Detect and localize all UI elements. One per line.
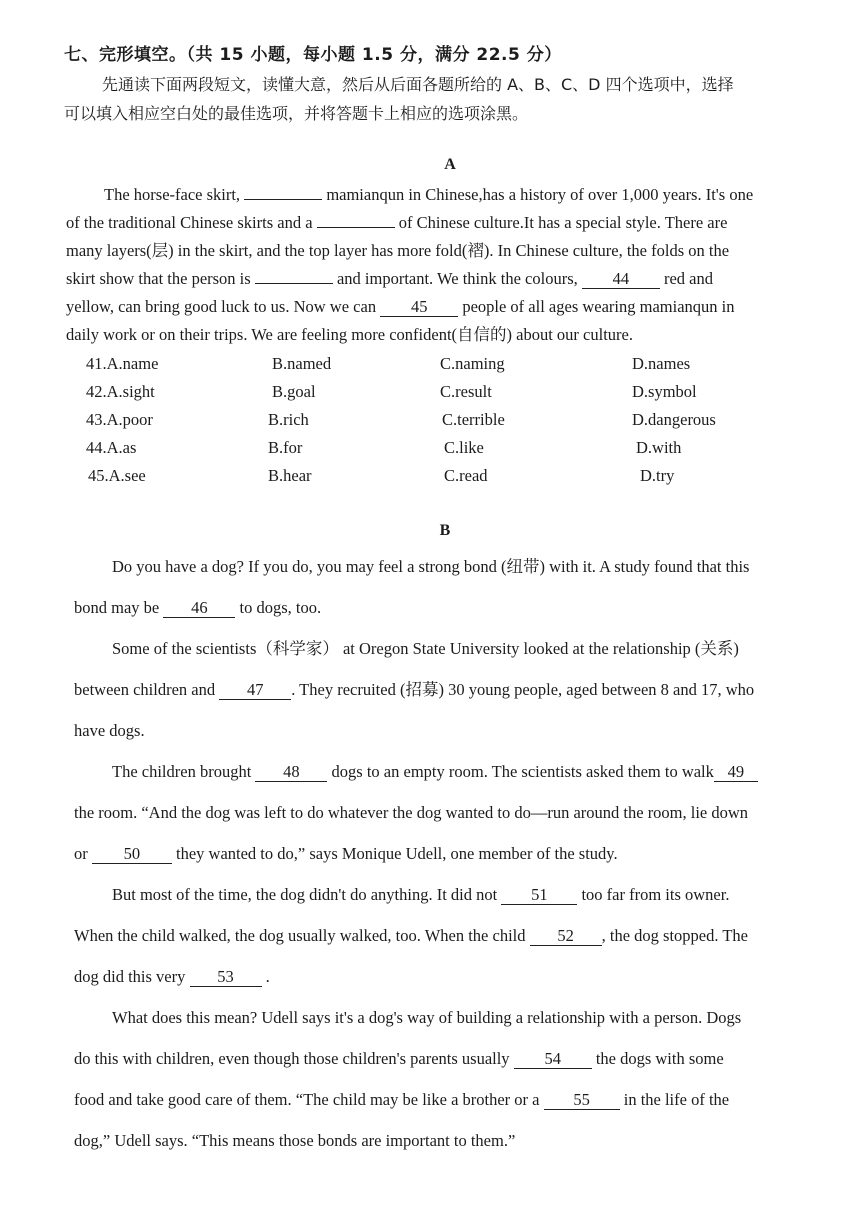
text-segment: and important. We think the colours, bbox=[332, 269, 582, 288]
blank-47: 47 bbox=[219, 681, 291, 700]
blank-50: 50 bbox=[92, 845, 172, 864]
passage-b-line bbox=[74, 956, 834, 997]
passage-b-text bbox=[74, 546, 834, 1161]
text-segment: of the traditional Chinese skirts and a bbox=[66, 213, 317, 232]
text-segment: in the life of the bbox=[619, 1090, 730, 1109]
passage-b-line bbox=[74, 710, 834, 751]
passage-a-line bbox=[66, 181, 826, 209]
text-segment: many layers(层) in the skirt, and the top layer has more fold(褶). In Chinese culture, the folds on the bbox=[66, 241, 730, 260]
passage-b-line bbox=[74, 792, 834, 833]
text-segment: dogs to an empty room. The scientists asked them to walk bbox=[327, 762, 714, 781]
passage-a-line bbox=[66, 265, 826, 293]
text-segment: too far from its owner. bbox=[577, 885, 730, 904]
text-segment: dog,” Udell says. “This means those bonds are important to them.” bbox=[74, 1131, 516, 1150]
passage-a-text bbox=[66, 181, 826, 349]
option-c[interactable]: C.like bbox=[444, 438, 484, 457]
text-segment: mamianqun in Chinese,has a history of over 1,000 years. It's one bbox=[322, 185, 754, 204]
option-a[interactable]: 45.A.see bbox=[88, 466, 146, 485]
passage-b-line bbox=[74, 997, 834, 1038]
option-b[interactable]: B.goal bbox=[272, 382, 316, 401]
text-segment: people of all ages wearing mamianqun in bbox=[458, 297, 735, 316]
text-segment: food and take good care of them. “The child may be like a brother or a bbox=[74, 1090, 544, 1109]
options-list bbox=[86, 350, 786, 490]
passage-b-line bbox=[74, 874, 834, 915]
blank-49: 49 bbox=[714, 763, 758, 782]
option-b[interactable]: B.named bbox=[272, 354, 332, 373]
passage-b-line bbox=[74, 833, 834, 874]
instruction-line-2: 可以填入相应空白处的最佳选项，并将答题卡上相应的选项涂黑。 bbox=[64, 104, 529, 123]
question-row bbox=[86, 462, 786, 490]
blank-45: 45 bbox=[380, 298, 458, 317]
option-a[interactable]: 43.A.poor bbox=[86, 410, 153, 429]
passage-a-line bbox=[66, 321, 826, 349]
option-a[interactable]: 44.A.as bbox=[86, 438, 137, 457]
passage-b-line bbox=[74, 546, 834, 587]
blank-44: 44 bbox=[582, 270, 660, 289]
passage-a-line bbox=[66, 237, 826, 265]
option-c[interactable]: C.terrible bbox=[442, 410, 505, 429]
option-a[interactable]: 41.A.name bbox=[86, 354, 159, 373]
option-d[interactable]: D.names bbox=[632, 354, 691, 373]
text-segment: they wanted to do,” says Monique Udell, one member of the study. bbox=[171, 844, 618, 863]
text-segment: What does this mean? Udell says it's a dog's way of building a relationship with a person. Dogs bbox=[112, 1008, 742, 1027]
option-d[interactable]: D.try bbox=[640, 466, 675, 485]
option-d[interactable]: D.symbol bbox=[632, 382, 697, 401]
text-segment: daily work or on their trips. We are feeling more confident(自信的) about our culture. bbox=[66, 325, 633, 344]
text-segment: to dogs, too. bbox=[235, 598, 322, 617]
blank-42 bbox=[317, 209, 395, 228]
passage-b-line bbox=[74, 628, 834, 669]
instruction-line-1: 先通读下面两段短文，读懂大意，然后从后面各题所给的 A、B、C、D 四个选项中，选择 bbox=[102, 75, 734, 94]
section-title: 七、完形填空。（共 15 小题，每小题 1.5 分，满分 22.5 分） bbox=[64, 45, 562, 65]
text-segment: Some of the scientists（科学家） at Oregon State University looked at the relationship (关系) bbox=[112, 639, 739, 658]
option-c[interactable]: C.result bbox=[440, 382, 492, 401]
text-segment: , the dog stopped. The bbox=[601, 926, 748, 945]
passage-b-line bbox=[74, 587, 834, 628]
text-segment: Do you have a dog? If you do, you may feel a strong bond (纽带) with it. A study found that this bbox=[112, 557, 750, 576]
passage-b-line bbox=[74, 1038, 834, 1079]
text-segment: . They recruited (招募) 30 young people, aged between 8 and 17, who bbox=[291, 680, 755, 699]
passage-b-line bbox=[74, 751, 834, 792]
option-b[interactable]: B.hear bbox=[268, 466, 312, 485]
text-segment: When the child walked, the dog usually walked, too. When the child bbox=[74, 926, 530, 945]
option-c[interactable]: C.naming bbox=[440, 354, 505, 373]
question-row bbox=[86, 434, 786, 462]
passage-b-line bbox=[74, 915, 834, 956]
blank-46: 46 bbox=[163, 599, 235, 618]
text-segment: dog did this very bbox=[74, 967, 190, 986]
text-segment: bond may be bbox=[74, 598, 164, 617]
question-row bbox=[86, 406, 786, 434]
blank-41 bbox=[244, 181, 322, 200]
option-d[interactable]: D.with bbox=[636, 438, 682, 457]
passage-b-line bbox=[74, 1079, 834, 1120]
text-segment: the room. “And the dog was left to do whatever the dog wanted to do—run around the room, lie down bbox=[74, 803, 749, 822]
blank-55: 55 bbox=[544, 1091, 620, 1110]
passage-b-line bbox=[74, 669, 834, 710]
text-segment: red and bbox=[659, 269, 714, 288]
passage-b-label: B bbox=[439, 522, 451, 539]
question-row bbox=[86, 350, 786, 378]
blank-53: 53 bbox=[190, 968, 262, 987]
option-a[interactable]: 42.A.sight bbox=[86, 382, 155, 401]
option-c[interactable]: C.read bbox=[444, 466, 488, 485]
text-segment: the dogs with some bbox=[591, 1049, 724, 1068]
text-segment: have dogs. bbox=[74, 721, 145, 740]
passage-a-label: A bbox=[444, 156, 456, 173]
blank-48: 48 bbox=[255, 763, 327, 782]
option-b[interactable]: B.rich bbox=[268, 410, 309, 429]
text-segment: between children and bbox=[74, 680, 220, 699]
text-segment: yellow, can bring good luck to us. Now we can bbox=[66, 297, 381, 316]
option-d[interactable]: D.dangerous bbox=[632, 410, 716, 429]
text-segment: . bbox=[261, 967, 270, 986]
blank-51: 51 bbox=[501, 886, 577, 905]
passage-b-line bbox=[74, 1120, 834, 1161]
text-segment: or bbox=[74, 844, 92, 863]
text-segment: skirt show that the person is bbox=[66, 269, 255, 288]
blank-52: 52 bbox=[530, 927, 602, 946]
blank-54: 54 bbox=[514, 1050, 592, 1069]
text-segment: But most of the time, the dog didn't do anything. It did not bbox=[112, 885, 502, 904]
text-segment: do this with children, even though those children's parents usually bbox=[74, 1049, 514, 1068]
text-segment: The horse-face skirt, bbox=[104, 185, 245, 204]
passage-a-line bbox=[66, 293, 826, 321]
passage-a-line bbox=[66, 209, 826, 237]
option-b[interactable]: B.for bbox=[268, 438, 303, 457]
instructions bbox=[64, 70, 834, 128]
text-segment: The children brought bbox=[112, 762, 256, 781]
text-segment: of Chinese culture.It has a special style. There are bbox=[394, 213, 728, 232]
blank-43 bbox=[255, 265, 333, 284]
question-row bbox=[86, 378, 786, 406]
